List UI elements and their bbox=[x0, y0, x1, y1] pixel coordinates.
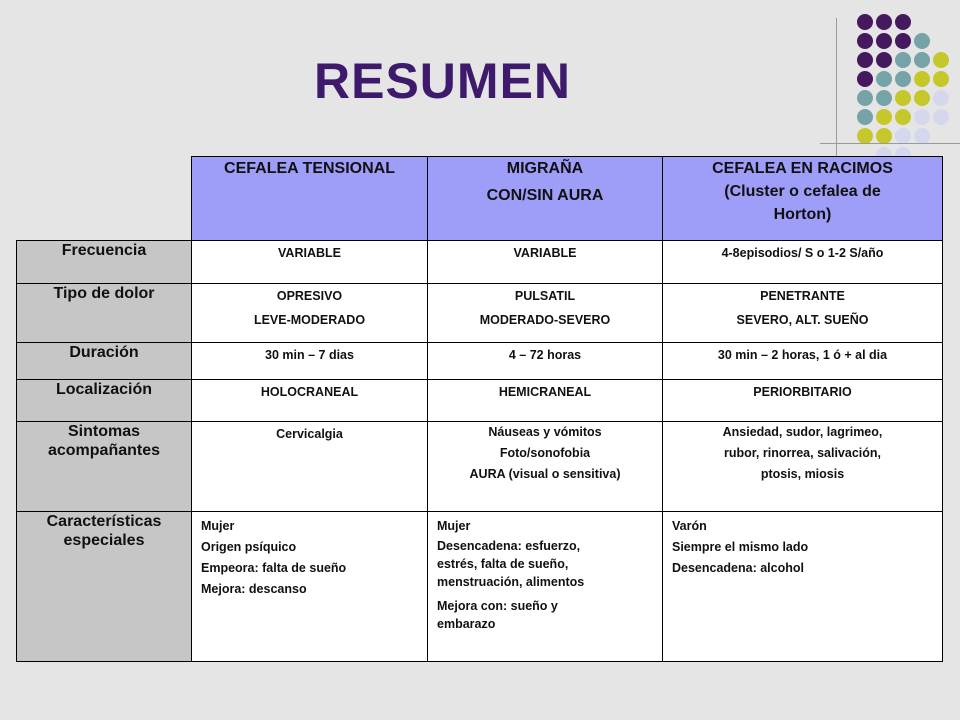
row-header: Frecuencia bbox=[17, 241, 192, 284]
decor-dot bbox=[857, 90, 873, 106]
header-cefalea-racimos bbox=[663, 157, 943, 241]
decor-dot bbox=[895, 90, 911, 106]
decor-dot bbox=[914, 90, 930, 106]
decor-dot bbox=[933, 71, 949, 87]
cell-line: Mejora con: sueño y bbox=[437, 599, 558, 613]
table-cell: Cervicalgia bbox=[192, 422, 428, 512]
table-row-frecuencia bbox=[17, 241, 943, 284]
row-header bbox=[17, 422, 192, 512]
decor-dot bbox=[914, 109, 930, 125]
cell-line: Mujer bbox=[201, 519, 235, 533]
decor-dot bbox=[914, 33, 930, 49]
header-text: CON/SIN AURA bbox=[486, 187, 604, 204]
table-cell bbox=[192, 284, 428, 343]
decor-dot bbox=[857, 109, 873, 125]
row-header: Duración bbox=[17, 343, 192, 380]
cell-line: Varón bbox=[672, 519, 707, 533]
cell-line: Mujer bbox=[437, 519, 471, 533]
header-corner bbox=[17, 157, 192, 241]
table-cell: HOLOCRANEAL bbox=[192, 380, 428, 422]
cell-line: Empeora: falta de sueño bbox=[201, 561, 347, 575]
decor-dot bbox=[857, 14, 873, 30]
cell-line: Desencadena: esfuerzo, bbox=[437, 539, 581, 553]
row-header: Tipo de dolor bbox=[17, 284, 192, 343]
header-text: (Cluster o cefalea de bbox=[724, 183, 881, 200]
cell-line: embarazo bbox=[437, 617, 496, 631]
table-cell bbox=[192, 512, 428, 662]
cell-line: ptosis, miosis bbox=[760, 467, 845, 481]
decor-dot bbox=[895, 128, 911, 144]
cell-line: PULSATIL bbox=[514, 289, 576, 303]
table-row-localizacion bbox=[17, 380, 943, 422]
cell-line: OPRESIVO bbox=[276, 289, 343, 303]
cell-line: rubor, rinorrea, salivación, bbox=[723, 446, 881, 460]
decor-dot bbox=[895, 14, 911, 30]
table-header-row bbox=[17, 157, 943, 241]
table-row-sintomas bbox=[17, 422, 943, 512]
table-cell bbox=[663, 284, 943, 343]
row-header-line: acompañantes bbox=[47, 442, 161, 459]
header-text: CEFALEA TENSIONAL bbox=[224, 160, 395, 177]
header-text: CEFALEA EN RACIMOS bbox=[712, 160, 893, 177]
table-cell: HEMICRANEAL bbox=[428, 380, 663, 422]
cell-line: SEVERO, ALT. SUEÑO bbox=[736, 313, 869, 327]
table-cell: 30 min – 7 dias bbox=[192, 343, 428, 380]
decor-dot bbox=[933, 90, 949, 106]
table-cell: VARIABLE bbox=[428, 241, 663, 284]
cell-line: PENETRANTE bbox=[760, 289, 845, 303]
header-text: MIGRAÑA bbox=[506, 160, 584, 177]
decor-dot bbox=[895, 71, 911, 87]
decor-dot bbox=[914, 52, 930, 68]
cell-line: Siempre el mismo lado bbox=[672, 540, 809, 554]
decor-dot bbox=[895, 33, 911, 49]
decor-dot bbox=[876, 52, 892, 68]
table-cell bbox=[428, 512, 663, 662]
cell-line: Mejora: descanso bbox=[201, 582, 307, 596]
table-cell bbox=[428, 422, 663, 512]
table-row-caracteristicas bbox=[17, 512, 943, 662]
cell-line: MODERADO-SEVERO bbox=[479, 313, 611, 327]
row-header-line: Sintomas bbox=[67, 423, 140, 440]
cell-line: AURA (visual o sensitiva) bbox=[469, 467, 621, 481]
cell-line: Náuseas y vómitos bbox=[488, 425, 602, 439]
table-cell: 4 – 72 horas bbox=[428, 343, 663, 380]
decor-dot bbox=[876, 128, 892, 144]
header-text: Horton) bbox=[773, 206, 832, 223]
table-cell: PERIORBITARIO bbox=[663, 380, 943, 422]
row-header-line: Características bbox=[46, 513, 162, 530]
header-migrana bbox=[428, 157, 663, 241]
table-cell: 30 min – 2 horas, 1 ó + al dia bbox=[663, 343, 943, 380]
decor-horizontal-rule bbox=[820, 143, 960, 144]
decor-dot bbox=[857, 52, 873, 68]
decor-dot bbox=[914, 128, 930, 144]
decor-dot bbox=[933, 52, 949, 68]
summary-table bbox=[16, 156, 943, 662]
slide-title: RESUMEN bbox=[314, 53, 572, 109]
cell-line: LEVE-MODERADO bbox=[253, 313, 366, 327]
table-cell bbox=[428, 284, 663, 343]
table-cell: 4-8episodios/ S o 1-2 S/año bbox=[663, 241, 943, 284]
decor-dot bbox=[876, 109, 892, 125]
decor-dot bbox=[895, 109, 911, 125]
decor-dot bbox=[857, 128, 873, 144]
decor-dot bbox=[857, 71, 873, 87]
table-row-tipo-de-dolor bbox=[17, 284, 943, 343]
cell-line: estrés, falta de sueño, bbox=[437, 557, 569, 571]
decor-dot bbox=[876, 71, 892, 87]
decor-dot bbox=[876, 14, 892, 30]
table-cell bbox=[663, 512, 943, 662]
header-cefalea-tensional bbox=[192, 157, 428, 241]
decor-dot bbox=[857, 33, 873, 49]
row-header bbox=[17, 512, 192, 662]
cell-line: menstruación, alimentos bbox=[437, 575, 585, 589]
table-cell: VARIABLE bbox=[192, 241, 428, 284]
cell-line: Ansiedad, sudor, lagrimeo, bbox=[722, 425, 883, 439]
decor-dot bbox=[914, 71, 930, 87]
decor-dot bbox=[895, 52, 911, 68]
row-header-line: especiales bbox=[63, 532, 145, 549]
decor-dot bbox=[876, 33, 892, 49]
decor-dot bbox=[876, 90, 892, 106]
decor-dot bbox=[933, 109, 949, 125]
table-row-duracion bbox=[17, 343, 943, 380]
table-cell bbox=[663, 422, 943, 512]
row-header: Localización bbox=[17, 380, 192, 422]
cell-line: Origen psíquico bbox=[201, 540, 297, 554]
cell-line: Desencadena: alcohol bbox=[672, 561, 804, 575]
cell-line: Foto/sonofobia bbox=[499, 446, 591, 460]
